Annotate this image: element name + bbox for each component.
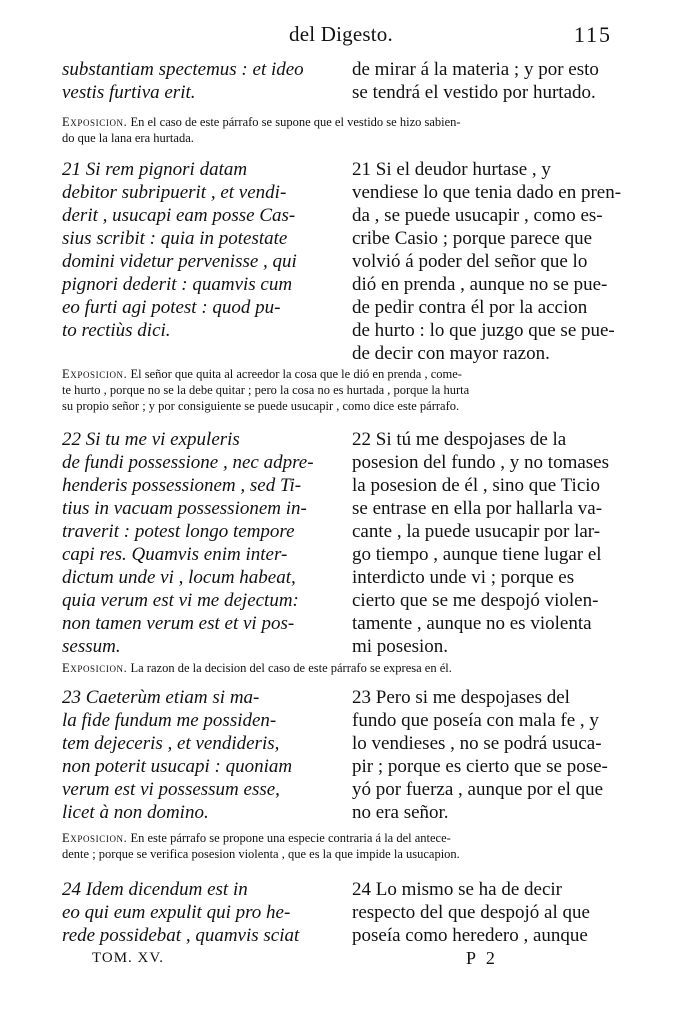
- exposition-text: El señor que quita al acreedor la cosa que le dió en prenda , come- te hurto , porque no se la debe quitar ; pero la cosa no es hurtada , porque la hurta su propio señor ; y por consiguiente se puede usucapir , como dice este párrafo.: [62, 367, 470, 413]
- spanish-text-block: 24 Lo mismo se ha de decir respecto del que despojó al que poseía como heredero , aunque: [352, 879, 590, 946]
- exposition-note: [62, 660, 622, 676]
- latin-text-block: 22 Si tu me vi expuleris de fundi possessione , nec adpre- henderis possessionem , sed Ti- tius in vacuam possessionem in- traverit : potest longo tempore capi res. Quamvis enim inter- dictum unde vi , locum habeat, quia verum est vi me dejectum: non tamen verum est et vi pos- sessum.: [62, 429, 314, 657]
- exposition-label: Exposicion.: [62, 661, 128, 675]
- spanish-text-block: 21 Si el deudor hurtase , y vendiese lo que tenia dado en pren- da , se puede usucapir , como es- cribe Casio ; porque parece que volvió á poder del señor que lo dió en prenda , aunque no se pue- de pedir contra él por la accion de hurto : lo que juzgo que se pue- de decir con mayor razon.: [352, 159, 622, 364]
- exposition-note: [62, 114, 622, 146]
- latin-text-block: 23 Caeterùm etiam si ma- la fide fundum me possiden- tem dejeceris , et vendideris, non poterit usucapi : quoniam verum est vi possessum esse, licet à non domino.: [62, 687, 293, 823]
- latin-text-block: 21 Si rem pignori datam debitor subripuerit , et vendi- derit , usucapi eam posse Cas- sius scribit : quia in potestate domini videtur pervenisse , qui pignori dederit : quamvis cum eo furti agi potest : quod pu- to rectiùs dici.: [62, 159, 297, 341]
- spanish-text-block: de mirar á la materia ; y por esto se tendrá el vestido por hurtado.: [352, 59, 599, 103]
- exposition-text: La razon de la decision del caso de este párrafo se expresa en él.: [130, 661, 452, 675]
- signature-mark: P 2: [466, 948, 498, 968]
- spanish-text-block: 23 Pero si me despojases del fundo que poseía con mala fe , y lo vendieses , no se podrá usuca- pir ; porque es cierto que se pose- yó por fuerza , aunque por el que no era señor.: [352, 687, 608, 823]
- latin-text-block: 24 Idem dicendum est in eo qui eum expulit qui pro he- rede possidebat , quamvis sciat: [62, 879, 300, 946]
- exposition-label: Exposicion.: [62, 115, 128, 129]
- exposition-label: Exposicion.: [62, 367, 128, 381]
- exposition-note: [62, 366, 622, 414]
- exposition-text: En el caso de este párrafo se supone que el vestido se hizo sabien- do que la lana era hurtada.: [62, 115, 461, 145]
- volume-marker: TOM. XV.: [92, 950, 165, 966]
- exposition-text: En este párrafo se propone una especie contraria á la del antece- dente ; porque se verifica posesion violenta , que es la que impide la usucapion.: [62, 831, 460, 861]
- page-number: 115: [573, 22, 612, 47]
- running-title: del Digesto.: [289, 22, 393, 46]
- latin-text-block: substantiam spectemus : et ideo vestis furtiva erit.: [62, 59, 304, 103]
- exposition-label: Exposicion.: [62, 831, 128, 845]
- spanish-text-block: 22 Si tú me despojases de la posesion del fundo , y no tomases la posesion de él , sino que Ticio se entrase en ella por hallarla va- cante , la puede usucapir por lar- go tiempo , aunque tiene lugar el interdicto unde vi ; porque es cierto que se me despojó violen- tamente , aunque no es violenta mi posesion.: [352, 429, 610, 657]
- exposition-note: [62, 830, 622, 862]
